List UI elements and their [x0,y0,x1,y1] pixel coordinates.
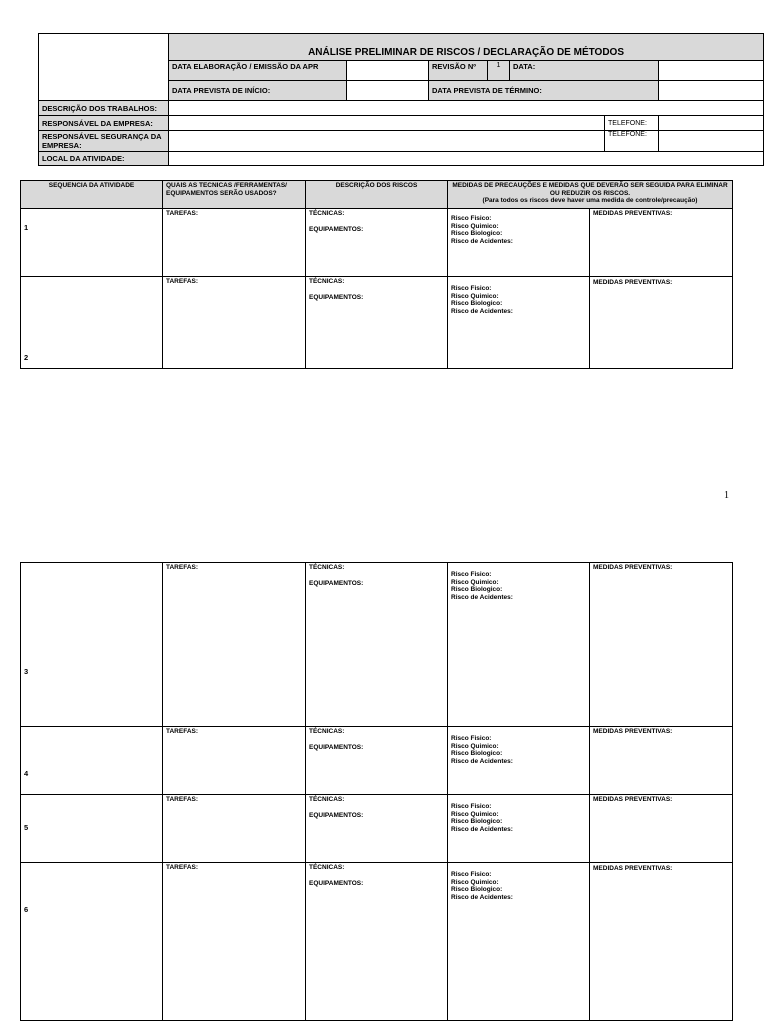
label-equipamentos: EQUIPAMENTOS: [309,880,364,887]
row-number: 1 [24,223,29,232]
label-medidas-preventivas: MEDIDAS PREVENTIVAS: [593,796,673,803]
label-risco-quimico: Risco Quimico: [451,878,499,886]
table-row [21,209,733,277]
label-risco-acidentes: Risco de Acidentes: [451,825,513,833]
label-tarefas: TAREFAS: [166,864,199,871]
label-tecnicas: TÉCNICAS: [309,210,345,217]
label-data: DATA: [510,61,659,81]
label-tecnicas: TÉCNICAS: [309,728,345,735]
label-equipamentos: EQUIPAMENTOS: [309,580,364,587]
row-number-cell [21,863,163,1021]
table-row [21,863,733,1021]
cell-tarefas[interactable] [163,563,306,727]
cell-medidas-preventivas[interactable] [590,795,733,863]
label-medidas-preventivas: MEDIDAS PREVENTIVAS: [593,728,673,735]
label-risco-biologico: Risco Biologico: [451,586,503,593]
cell-medidas-preventivas[interactable] [590,277,733,369]
cell-riscos[interactable] [448,795,590,863]
cell-medidas-preventivas[interactable] [590,863,733,1021]
label-risco-acidentes: Risco de Acidentes: [451,757,513,765]
table-row [21,727,733,795]
revisao-number: 1 [488,61,510,81]
row-number-cell [21,209,163,277]
label-risco-biologico: Risco Biologico: [451,886,503,893]
label-tarefas: TAREFAS: [166,278,199,285]
label-local: LOCAL DA ATIVIDADE: [39,152,169,166]
col-medidas-title: MEDIDAS DE PRECAUÇÕES E MEDIDAS QUE DEVERÃO SER SEGUIDA PARA ELIMINAR OU REDUZIR OS RISCOS. [452,182,728,197]
risk-table-page2 [20,562,733,1021]
label-risco-fisico: Risco Fisico: [451,215,492,222]
label-revisao: REVISÃO Nº [429,61,488,81]
cell-medidas-preventivas[interactable] [590,727,733,795]
label-risco-fisico: Risco Fisico: [451,285,492,292]
label-risco-quimico: Risco Quimico: [451,742,499,750]
field-local[interactable] [169,152,764,166]
cell-tecnicas[interactable] [306,863,448,1021]
col-medidas-note: (Para todos os riscos deve haver uma medida de controle/precaução) [482,197,698,204]
label-data-elaboracao: DATA ELABORAÇÃO / EMISSÃO DA APR [169,61,347,81]
risk-table-page1 [20,180,733,369]
cell-riscos[interactable] [448,863,590,1021]
label-telefone-2: TELEFONE: [605,131,659,152]
field-responsavel-seguranca[interactable] [169,131,605,152]
cell-medidas-preventivas[interactable] [590,209,733,277]
label-medidas-preventivas: MEDIDAS PREVENTIVAS: [593,865,673,872]
table-row [21,795,733,863]
field-data-elaboracao[interactable] [347,61,429,81]
label-risco-fisico: Risco Fisico: [451,803,492,810]
label-equipamentos: EQUIPAMENTOS: [309,744,364,751]
cell-tarefas[interactable] [163,277,306,369]
cell-riscos[interactable] [448,727,590,795]
field-telefone-2[interactable] [659,131,764,152]
row-number: 5 [24,823,29,832]
label-risco-acidentes: Risco de Acidentes: [451,237,513,245]
field-responsavel[interactable] [169,116,605,131]
label-risco-fisico: Risco Fisico: [451,735,492,742]
field-descricao[interactable] [169,101,764,116]
label-risco-biologico: Risco Biologico: [451,750,503,757]
cell-tecnicas[interactable] [306,209,448,277]
cell-tecnicas[interactable] [306,795,448,863]
header-form [38,33,764,166]
label-risco-quimico: Risco Quimico: [451,810,499,818]
field-telefone-1[interactable] [659,116,764,131]
col-medidas [448,181,733,209]
label-tarefas: TAREFAS: [166,796,199,803]
field-data-inicio[interactable] [347,81,429,101]
cell-tecnicas[interactable] [306,277,448,369]
label-risco-quimico: Risco Quimico: [451,222,499,230]
cell-tarefas[interactable] [163,209,306,277]
label-tecnicas: TÉCNICAS: [309,864,345,871]
label-risco-quimico: Risco Quimico: [451,292,499,300]
col-tecnicas: QUAIS AS TECNICAS /FERRAMENTAS/ EQUIPAMENTOS SERÃO USADOS? [163,181,306,209]
label-risco-biologico: Risco Biologico: [451,230,503,237]
label-tecnicas: TÉCNICAS: [309,278,345,285]
cell-tarefas[interactable] [163,863,306,1021]
row-number-cell [21,795,163,863]
label-responsavel-seguranca: RESPONSÁVEL SEGURANÇA DA EMPRESA: [39,131,169,152]
label-responsavel: RESPONSÁVEL DA EMPRESA: [39,116,169,131]
cell-tarefas[interactable] [163,727,306,795]
label-tarefas: TAREFAS: [166,564,199,571]
row-number-cell [21,277,163,369]
cell-medidas-preventivas[interactable] [590,563,733,727]
label-risco-acidentes: Risco de Acidentes: [451,307,513,315]
cell-riscos[interactable] [448,563,590,727]
cell-tecnicas[interactable] [306,563,448,727]
label-equipamentos: EQUIPAMENTOS: [309,226,364,233]
table-row [21,563,733,727]
label-tarefas: TAREFAS: [166,728,199,735]
field-data-termino[interactable] [659,81,764,101]
label-risco-acidentes: Risco de Acidentes: [451,893,513,901]
row-number-cell [21,563,163,727]
label-medidas-preventivas: MEDIDAS PREVENTIVAS: [593,564,673,571]
label-tecnicas: TÉCNICAS: [309,564,345,571]
row-number: 6 [24,905,29,914]
cell-riscos[interactable] [448,209,590,277]
label-risco-biologico: Risco Biologico: [451,818,503,825]
label-data-inicio: DATA PREVISTA DE INÍCIO: [169,81,347,101]
field-data[interactable] [659,61,764,81]
logo-cell [39,34,169,101]
label-tecnicas: TÉCNICAS: [309,796,345,803]
cell-riscos[interactable] [448,277,590,369]
label-descricao: DESCRIÇÃO DOS TRABALHOS: [39,101,169,116]
label-medidas-preventivas: MEDIDAS PREVENTIVAS: [593,210,673,217]
label-equipamentos: EQUIPAMENTOS: [309,294,364,301]
label-risco-biologico: Risco Biologico: [451,300,503,307]
row-number: 4 [24,769,29,778]
cell-tarefas[interactable] [163,795,306,863]
col-sequencia: SEQUENCIA DA ATIVIDADE [21,181,163,209]
label-tarefas: TAREFAS: [166,210,199,217]
label-risco-fisico: Risco Fisico: [451,871,492,878]
row-number: 2 [24,353,29,362]
label-risco-acidentes: Risco de Acidentes: [451,593,513,601]
form-title: ANÁLISE PRELIMINAR DE RISCOS / DECLARAÇÃO DE MÉTODOS [169,34,764,61]
cell-tecnicas[interactable] [306,727,448,795]
label-risco-fisico: Risco Fisico: [451,571,492,578]
label-telefone-1: TELEFONE: [605,116,659,131]
row-number-cell [21,727,163,795]
table-row [21,277,733,369]
label-data-termino: DATA PREVISTA DE TÉRMINO: [429,81,659,101]
label-equipamentos: EQUIPAMENTOS: [309,812,364,819]
label-medidas-preventivas: MEDIDAS PREVENTIVAS: [593,279,673,286]
label-risco-quimico: Risco Quimico: [451,578,499,586]
row-number: 3 [24,667,29,676]
col-descricao-riscos: DESCRIÇÃO DOS RISCOS [306,181,448,209]
page-number: 1 [724,490,729,501]
